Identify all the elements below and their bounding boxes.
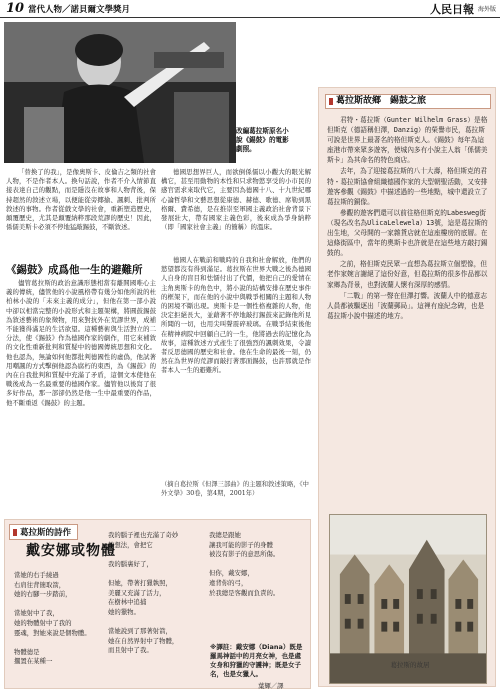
movie-still-photo bbox=[4, 22, 236, 163]
sidebar-paragraph: 君特・葛拉斯（Gunter Wilhelm Grass）是格但斯克（德語稱但澤，Danzig）的榮譽市民，葛拉斯可說是世界上最著名的格但斯克人。《錫鼓》每年為這座港市帶來眾多遊客，使城內多有小說主人翁「係儒美斯卡」為其命名的特色商店。 bbox=[327, 116, 488, 165]
article-subheading: 《錫鼓》成爲他一生的避難所 bbox=[6, 264, 143, 276]
translator-credit: 葉輝／譯 bbox=[258, 682, 284, 690]
poem-title: 戴安娜或物體 bbox=[26, 543, 116, 559]
article-column-1a: 「替換了的我」，是像奧斯卡、皮倫吉之類的社會人物，不是作者本人。換句話說，作者不介入情節直接表達自己的觀點，而是隱沒在故事和人物背後，保持超然的敘述立場，以便能從旁揶揄、諷刺、批判所敘述的事物。作者從戲文學的社會，重新塑造歷史，顛覆歷史，尤其是顛覆納粹那段荒謬的歷史！因此，係儒美斯卡必須不停地猛敲錫鼓，不斷敘述。 bbox=[6, 168, 156, 232]
sidebar-paragraph: 去年，為了迎接葛拉斯的八十大壽，格但斯克的君特・葛拉斯協會組織德國作家的大型朝聖活動，又安排遊客參觀《錫鼓》中描述過的一些地點，城中還設立了葛拉斯的銅像。 bbox=[327, 167, 488, 206]
translator-note: ※譯註：戴安娜（Diana）既是羅馬神話中的月亮女神，也是處女身和狩獵的守護神；既是女子名，也是女獵人。 bbox=[210, 643, 303, 678]
poem-stanza-col-2: 我的腦子裡也充滿了奇妙 的想法，會把它 我的腦裏好了， 但她，帶著打獵執照， 美麗又充滿了活力， 在樹林中追捕 她的獵物。 當她說到了那著射箭， 她在自然界射中了物體， 而且射中了我。 bbox=[108, 531, 179, 655]
birthplace-photo bbox=[329, 514, 487, 684]
sidebar-paragraph: 「二戰」的第一聲在但澤打響。波蘭人中的德意志人員都被驅逐出「波蘭郵局」。這裡有座紀念碑，也是葛拉斯小說中描述的地方。 bbox=[327, 291, 488, 320]
newspaper-masthead: 人民日報 bbox=[430, 3, 474, 16]
hometown-sidebar bbox=[318, 87, 496, 687]
page-number: 10 bbox=[6, 1, 25, 16]
sidebar-paragraph: 之前，格但斯克民眾一直想為葛拉斯立個塑像，但老作家婉言謝絕了這份好意，但葛拉斯的很多作品都以家鄉為背景，也對波蘭人懷有深厚的感情。 bbox=[327, 260, 488, 289]
article-column-2b: 德國人在戰前和戰時的自我和社會解放，他們的慾望都沒有得到滿足。葛拉斯在世界大戰之後為德國人自身的盲目和怯懦付出了代價，他把自己的愛情在主角奧斯卡的角色中，將小說的結構安排在歷史事件的框架下，而在他的小說中與戰爭相關的主題和人物的困境不斷出現。奧斯卡是一個性格複雜的人物，他決定拒絕長大，並藉著不停地敲打錫鼓來記錄他所見所聞的一切，也用尖叫聲震碎玻璃。在戰爭結束後他在精神病院中回顧自己的一生，他將過去的記憶化為故事，這種敘述方式產生了很強烈的諷刺效果，令讀者反思德國的歷史和社會。他在生命的最後一刻，仍然在為世界的荒謬而敲打著那面錫鼓，也許那就是作者本人一生的避難所。 bbox=[161, 256, 311, 375]
edition-label: 海外版 bbox=[477, 6, 496, 13]
article-column-2a: 德國思想界巨人，而欲倒係儒以小觀大的眼光解構它，甚至用動物的本性和只求物慾享受的小市民的感官需求來取代它，主要因為德國十八、十九世紀哪心論哲學和文藝思想從康德、赫德、歌德、席勒到黑格爾、費希德，是在推崇至軍國主義政治社會背景下發展壯大，帶有國家主義色彩，後來成為爭身納粹（即「國家社會主義」的簡稱）的溫床。 bbox=[161, 168, 311, 232]
poem-stanza-col-1: 當她的右手繞過 右肩往背簡取箭， 她的右腳一步踏前， 當她射中了我， 她的物體射中了我的 靈魂，對她來說是個物體。 物體德是 擱置在某種一 bbox=[14, 571, 91, 666]
article-source-note: （摘自葛拉斯《但澤三部曲》的主題和敘述策略，《中外文學》30卷，第4期，2001年） bbox=[161, 481, 309, 497]
poem-stanza-col-3: 我總是跟她 讓我可能的影子的身體 被沒有影子的意思所傷。 但你，戴安娜， 違背你的弓， 於我總是客觀而負責的。 bbox=[209, 531, 280, 597]
sidebar-paragraph: 參觀的遊客們還可以前往格但斯克的Labesweg街（現名改名為UlicaLelewela）13號，這是葛拉斯的出生地，父母開的一家雜貨店就在這座樓房的底層。在這條街區中，當年的奧斯卡也許就是在這些地方敲打錫鼓的。 bbox=[327, 208, 488, 258]
movie-still-image bbox=[4, 22, 236, 163]
article-column-1b: 儘管葛拉斯的政治意識形態相當有離開國唯心主義的傳統，儘管他的小說風格帶有幾分如他所說的杜柏林小說的「未來主義的成分」，但他在第一部小說中卻以相當完整的小說形式和主題架構，將圓鼓錫鼓為敘述藝術的象徵物，用來對抗外在荒謬世界，成補不能獲得滿足的生活欲望。這種藝術與生活對立的二分法，使《錫鼓》作為德國作家的劇作，用它來補敘的文化性重新批判和質疑中的德國傳統思想和文化。他也認為，無論如何他都批判德國性的虛偽，他試著用嘲諷的方式擊倒他認為腐朽的東西，為《錫鼓》的內在自我批判和質疑中充滿了矛盾，這個文本使他在戰後成為一名最重要的德國作家。儘管他以後寫了很多好作品，那一部卻仍然是他一生中最重要的作品，他不斷重返《錫鼓》的主題。 bbox=[6, 279, 156, 407]
section-title: 當代人物／諾貝爾文學獎月 bbox=[28, 5, 131, 15]
page-header bbox=[0, 0, 500, 18]
poem-section-label: 葛拉斯的詩作 bbox=[9, 524, 78, 540]
photo-caption: 改編葛拉斯原名小說《錫鼓》的電影劇照。 bbox=[236, 127, 289, 153]
sidebar-text bbox=[327, 115, 489, 543]
birthplace-image bbox=[330, 515, 486, 683]
sidebar-title: 葛拉斯故鄉 錫鼓之旅 bbox=[325, 94, 491, 109]
birthplace-caption: 葛拉斯的故居 bbox=[390, 661, 430, 669]
